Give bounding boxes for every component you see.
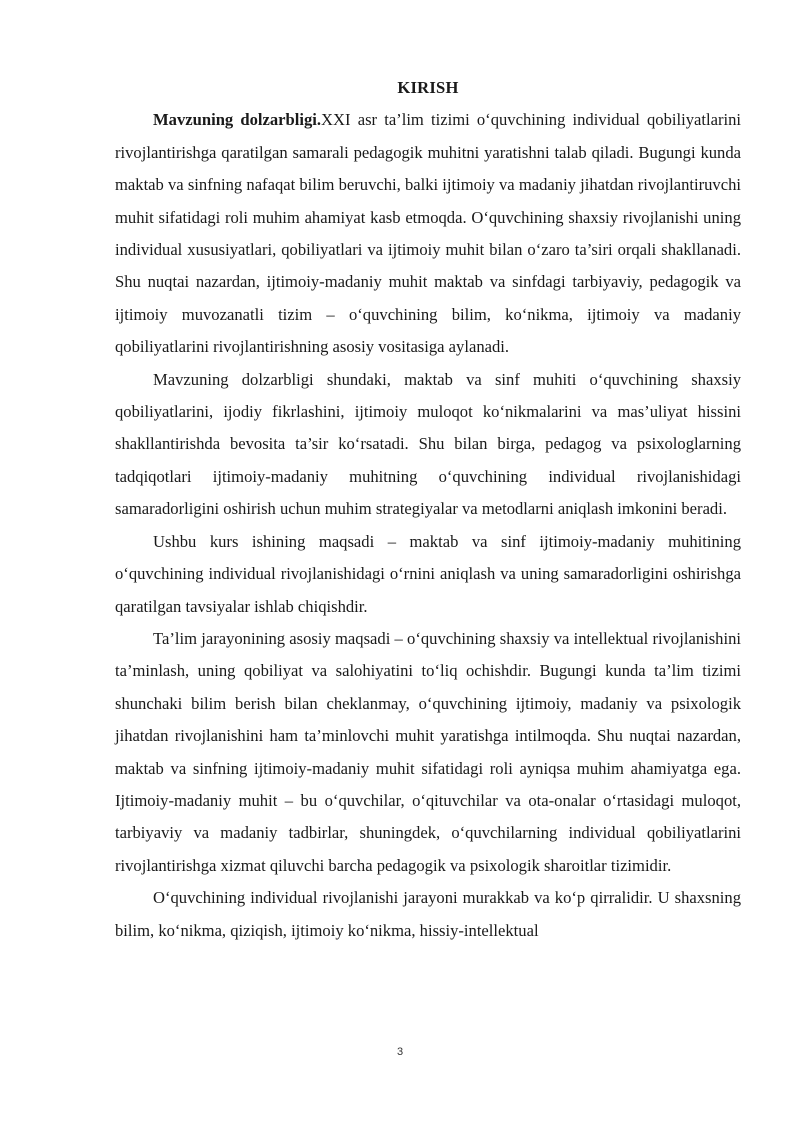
paragraph-text: Ushbu kurs ishining maqsadi – maktab va sinf ijtimoiy-madaniy muhitining o‘quvchining individual rivojlanishidagi o‘rnini aniqlash va uning samaradorligini oshirishga qaratilgan tavsiyalar ishlab chiqishdir. — [115, 531, 741, 616]
paragraph-4 — [115, 623, 741, 882]
paragraph-2 — [115, 364, 741, 526]
paragraph-5 — [115, 882, 741, 947]
paragraph-lead: Mavzuning dolzarbligi. — [153, 110, 322, 130]
paragraph-1 — [115, 104, 741, 363]
paragraph-text: Ta’lim jarayonining asosiy maqsadi – o‘quvchining shaxsiy va intellektual rivojlanishini ta’minlash, uning qobiliyat va salohiyatini to‘liq ochishdir. Bugungi kunda ta’lim tizimi shunchaki bilim berish bilan cheklanmay, o‘quvchining ijtimoiy, madaniy va psixologik jihatdan rivojlanishini ham ta’minlovchi muhit yaratishga intilmoqda. Shu nuqtai nazardan, maktab va sinfning ijtimoiy-madaniy muhit sifatidagi roli ayniqsa muhim ahamiyatga ega. Ijtimoiy-madaniy muhit – bu o‘quvchilar, o‘qituvchilar va ota-onalar o‘rtasidagi muloqot, tarbiyaviy va madaniy tadbirlar, shuningdek, o‘quvchilarning individual qobiliyatlarini rivojlantirishga xizmat qiluvchi barcha pedagogik va psixologik sharoitlar tizimidir. — [115, 628, 741, 875]
paragraph-3 — [115, 526, 741, 623]
paragraph-text: Mavzuning dolzarbligi shundaki, maktab va sinf muhiti o‘quvchining shaxsiy qobiliyatlarini, ijodiy fikrlashini, ijtimoiy muloqot ko‘nikmalarini va mas’uliyat hissini shakllantirishda bevosita ta’sir ko‘rsatadi. Shu bilan birga, pedagog va psixologlarning tadqiqotlari ijtimoiy-madaniy muhitning o‘quvchining individual rivojlanishidagi samaradorligini oshirish uchun muhim strategiyalar va metodlarni aniqlash imkonini beradi. — [115, 369, 741, 519]
paragraph-text: O‘quvchining individual rivojlanishi jarayoni murakkab va ko‘p qirralidir. U shaxsning bilim, ko‘nikma, qiziqish, ijtimoiy ko‘nikma, hissiy-intellektual — [115, 888, 741, 940]
paragraph-text: XXI asr ta’lim tizimi o‘quvchining individual qobiliyatlarini rivojlantirishga qaratilgan samarali pedagogik muhitni yaratishni talab qiladi. Bugungi kunda maktab va sinfning nafaqat bilim beruvchi, balki ijtimoiy va madaniy jihatdan rivojlantiruvchi muhit sifatidagi roli muhim ahamiyat kasb etmoqda. O‘quvchining shaxsiy rivojlanishi uning individual xususiyatlari, qobiliyatlari va ijtimoiy muhit bilan o‘zaro ta’siri orqali shakllanadi. Shu nuqtai nazardan, ijtimoiy-madaniy muhit maktab va sinfdagi tarbiyaviy, pedagogik va ijtimoiy muvozanatli tizim – o‘quvchining bilim, ko‘nikma, ijtimoiy va madaniy qobiliyatlarini rivojlantirishning asosiy vositasiga aylanadi. — [115, 110, 741, 357]
section-heading: KIRISH — [397, 78, 459, 97]
document-body — [115, 72, 741, 947]
page-number: 3 — [396, 1046, 404, 1058]
